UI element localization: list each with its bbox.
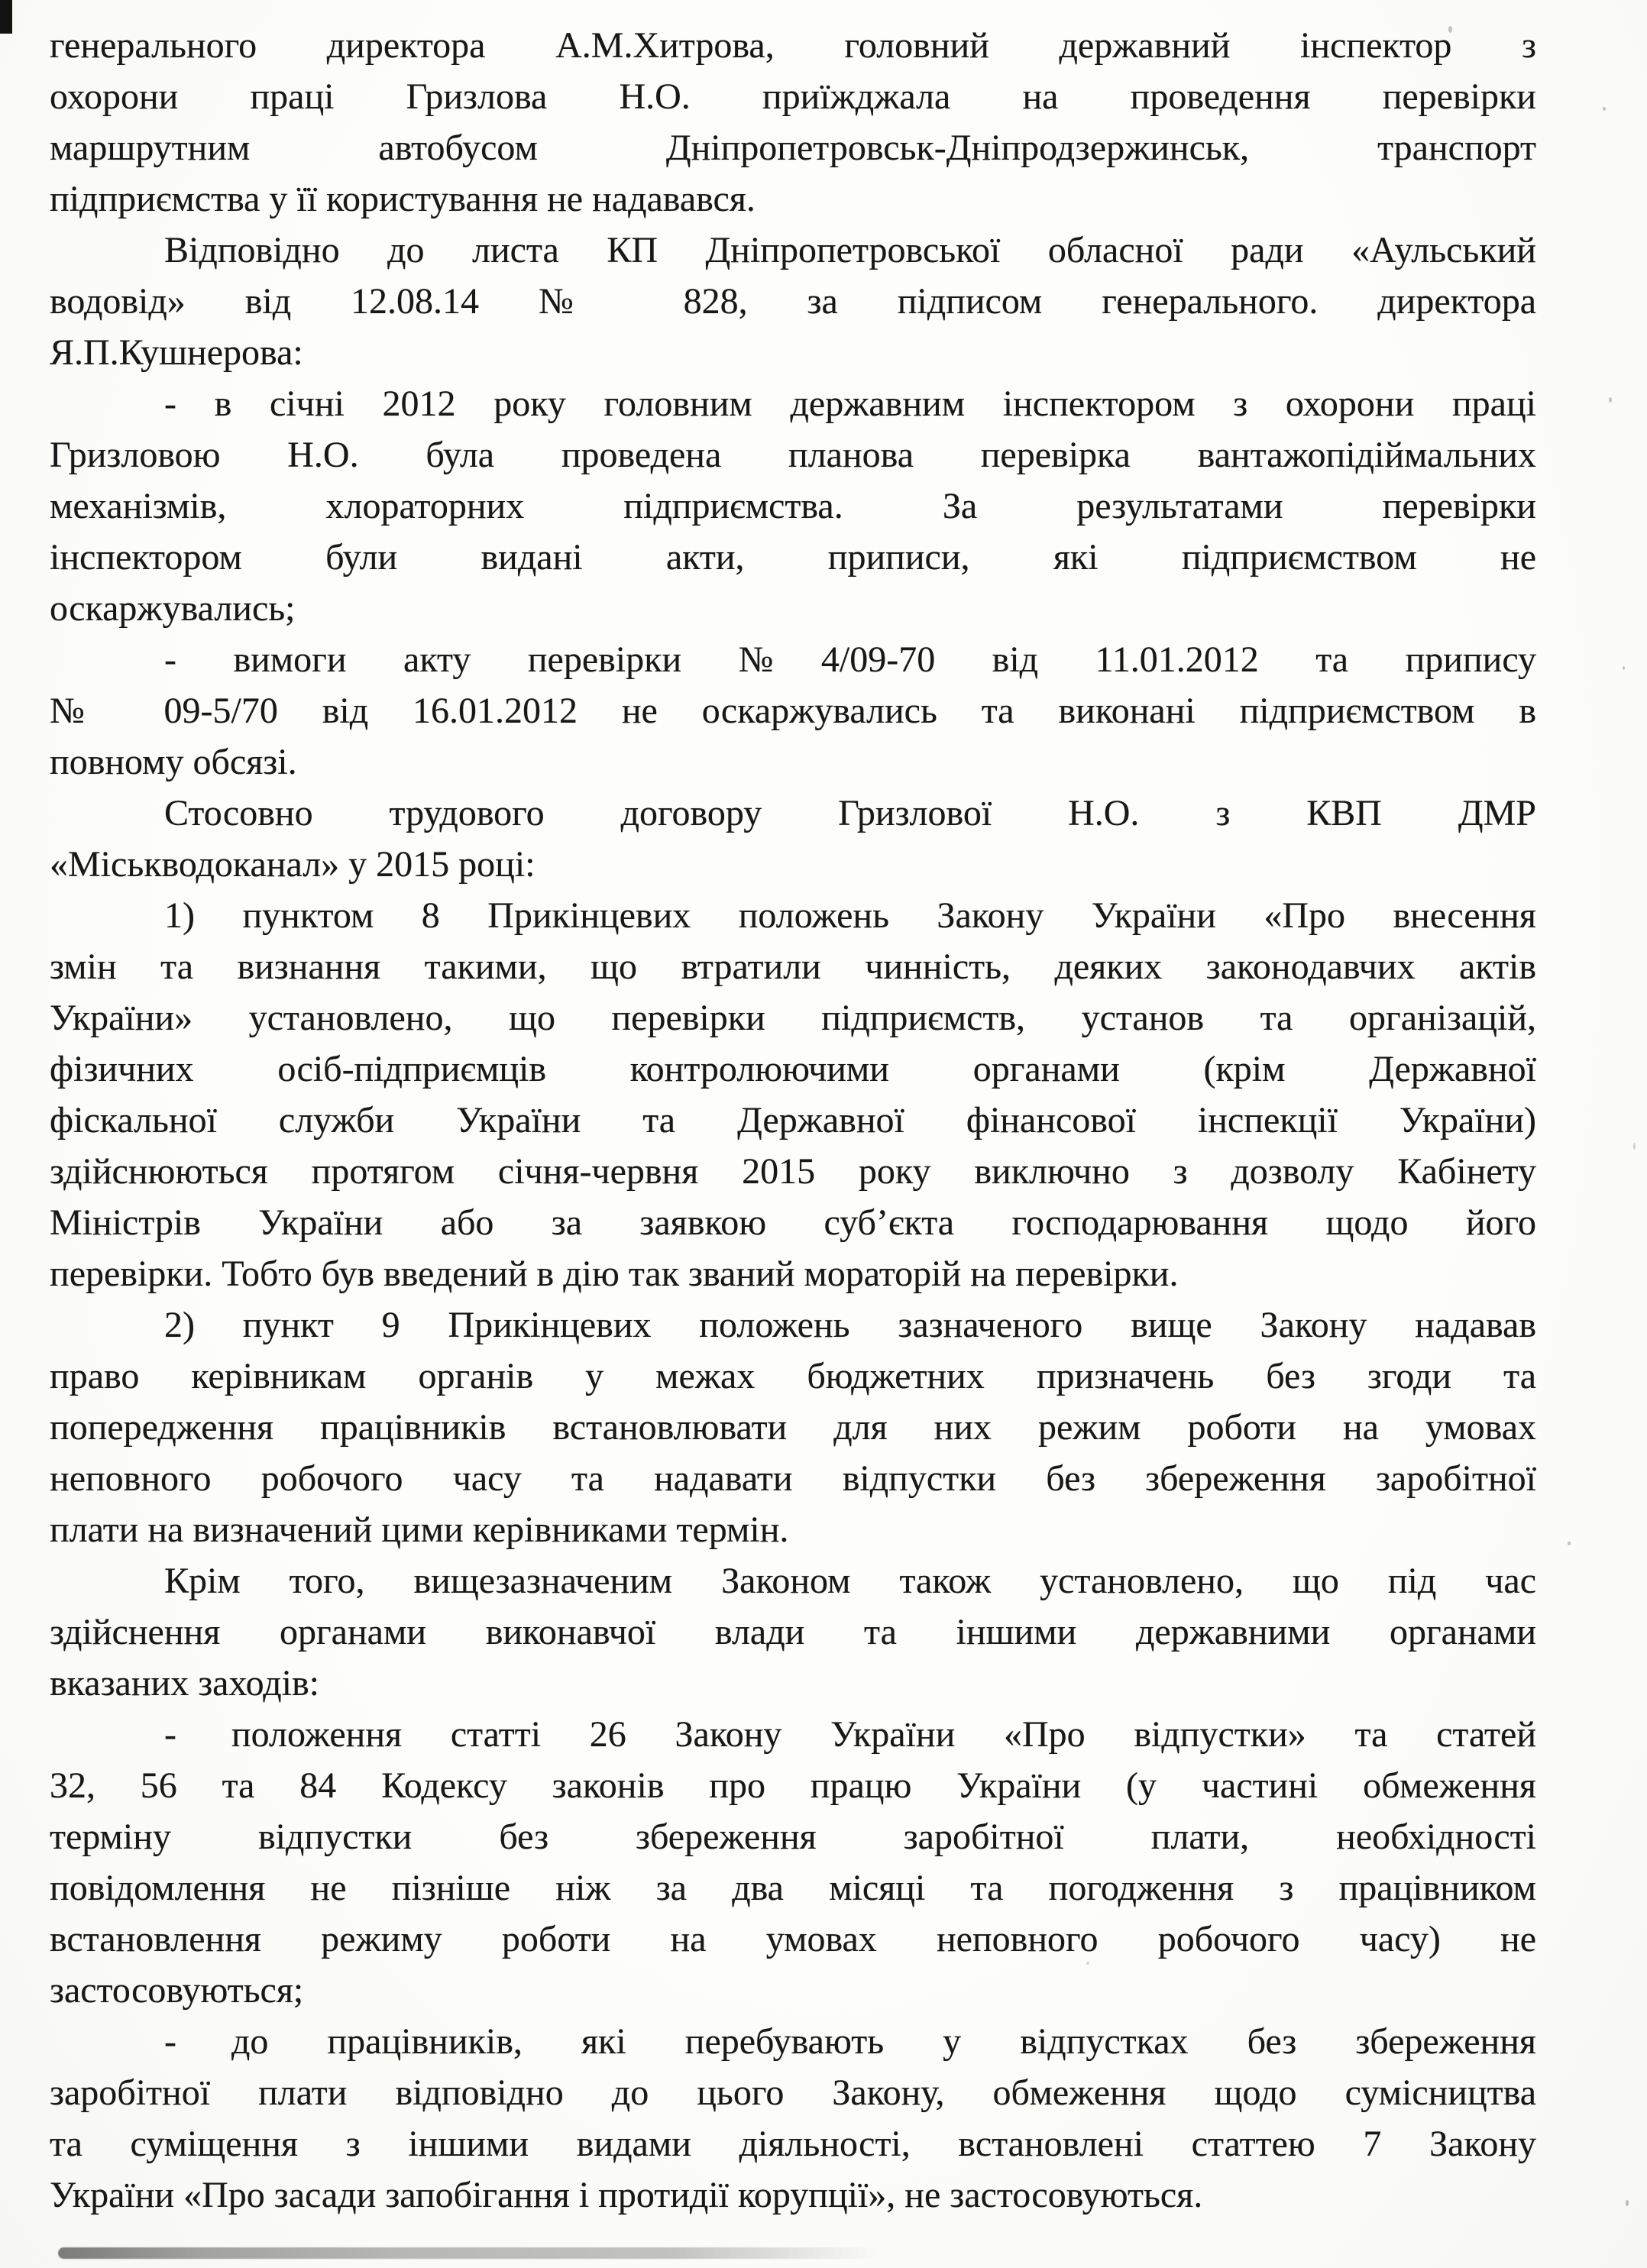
text-line: та суміщення з іншими видами діяльності, встановлені статтею 7 Закону — [50, 2124, 1536, 2164]
text-line: - положення статті 26 Закону України «Про відпустки» та статей — [164, 1714, 1536, 1755]
text-line: Крім того, вищезазначеним Законом також установлено, що під час — [164, 1561, 1536, 1601]
text-line: «Міськводоканал» у 2015 році: — [50, 844, 536, 885]
scan-artifact-bottom-band — [58, 2247, 879, 2259]
text-line: право керівникам органів у межах бюджетних призначень без згоди та — [50, 1356, 1536, 1396]
text-line: здійснення органами виконавчої влади та іншими державними органами — [50, 1612, 1536, 1652]
text-line: маршрутним автобусом Дніпропетровськ-Дніпродзержинськ, транспорт — [50, 128, 1536, 168]
text-line: плати на визначений цими керівниками термін. — [50, 1509, 789, 1550]
text-line: заробітної плати відповідно до цього Закону, обмеження щодо сумісництва — [50, 2072, 1536, 2113]
text-line: встановлення режиму роботи на умовах неповного робочого часу) не — [50, 1919, 1536, 1959]
text-line: терміну відпустки без збереження заробітної плати, необхідності — [50, 1817, 1536, 1857]
text-line: України «Про засади запобігання і протидії корупції», не застосовуються. — [50, 2175, 1203, 2215]
text-line: перевірки. Тобто був введений в дію так званий мораторій на перевірки. — [50, 1254, 1179, 1294]
text-line: механізмів, хлораторних підприємства. За результатами перевірки — [50, 486, 1536, 526]
text-line: 32, 56 та 84 Кодексу законів про працю України (у частині обмеження — [50, 1765, 1536, 1806]
scan-speck — [1633, 1143, 1636, 1150]
text-line: застосовуються; — [50, 1970, 304, 2011]
text-line: попередження працівників встановлювати для них режим роботи на умовах — [50, 1407, 1536, 1448]
text-line: генерального директора А.М.Хитрова, головний державний інспектор з — [50, 25, 1536, 66]
text-line: - вимоги акту перевірки №4/09-70 від 11.01.2012 та припису — [164, 639, 1536, 680]
text-line: Я.П.Кушнерова: — [50, 332, 303, 373]
scan-artifact-corner-mark — [0, 0, 12, 34]
scan-speck — [1626, 2200, 1629, 2206]
text-line: - в січні 2012 року головним державним інспектором з охорони праці — [164, 383, 1536, 424]
text-line: України» установлено, що перевірки підприємств, установ та організацій, — [50, 998, 1536, 1038]
text-line: повному обсязі. — [50, 742, 297, 782]
scan-speck — [1568, 1542, 1571, 1545]
text-line: водовід» від 12.08.14 № 828, за підписом генерального. директора — [50, 281, 1536, 322]
text-line: повідомлення не пізніше ніж за два місяці та погодження з працівником — [50, 1868, 1536, 1908]
text-line: - до працівників, які перебувають у відпустках без збереження — [164, 2021, 1536, 2062]
text-line: Міністрів України або за заявкою суб’єкта господарювання щодо його — [50, 1202, 1536, 1243]
document-text — [50, 20, 1536, 2221]
text-line: фізичних осіб-підприємців контролюючими органами (крім Державної — [50, 1049, 1536, 1089]
text-line: вказаних заходів: — [50, 1663, 320, 1703]
text-line: Гризловою Н.О. була проведена планова перевірка вантажопідіймальних — [50, 435, 1536, 475]
scan-speck — [1603, 107, 1606, 111]
text-line: неповного робочого часу та надавати відпустки без збереження заробітної — [50, 1458, 1536, 1499]
text-line: здійснюються протягом січня-червня 2015 року виключно з дозволу Кабінету — [50, 1151, 1536, 1192]
text-line: 2) пункт 9 Прикінцевих положень зазначеного вище Закону надавав — [164, 1305, 1536, 1345]
scan-speck — [1623, 666, 1625, 670]
scan-speck — [1086, 1962, 1089, 1965]
text-line: № 09-5/70 від 16.01.2012 не оскаржувались та виконані підприємством в — [50, 691, 1536, 731]
text-line: Стосовно трудового договору Гризлової Н.О. з КВП ДМР — [164, 793, 1536, 833]
scan-speck — [1448, 26, 1452, 33]
text-line: фіскальної служби України та Державної фінансової інспекції України) — [50, 1100, 1536, 1140]
text-line: змін та визнання такими, що втратили чинність, деяких законодавчих актів — [50, 946, 1536, 987]
text-line: Відповідно до листа КП Дніпропетровської обласної ради «Аульський — [164, 230, 1536, 270]
scan-speck — [1609, 397, 1612, 403]
text-line: підприємства у її користування не надавався. — [50, 179, 756, 219]
text-line: охорони праці Гризлова Н.О. приїжджала на проведення перевірки — [50, 76, 1536, 117]
text-line: інспектором були видані акти, приписи, які підприємством не — [50, 537, 1536, 578]
text-line: 1) пунктом 8 Прикінцевих положень Закону України «Про внесення — [164, 895, 1536, 936]
text-line: оскаржувались; — [50, 588, 296, 629]
